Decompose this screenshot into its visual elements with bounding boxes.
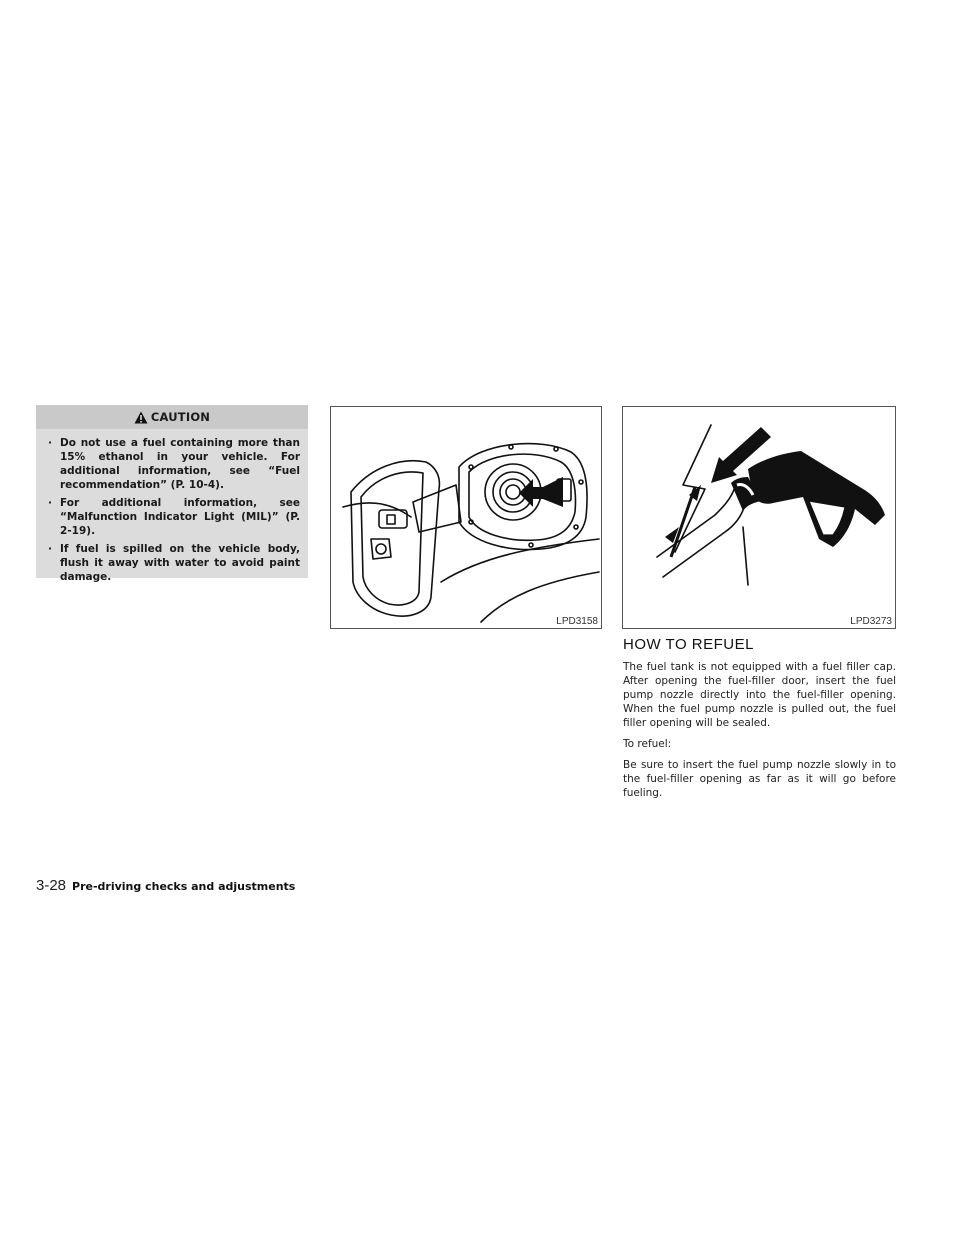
section-title: HOW TO REFUEL — [623, 636, 754, 653]
fuel-filler-door-illustration — [331, 407, 601, 628]
figure-code: LPD3158 — [556, 616, 598, 627]
fuel-filler-door-figure — [330, 406, 602, 629]
chapter-title: Pre-driving checks and adjustments — [72, 880, 296, 893]
pump-nozzle-illustration — [623, 407, 895, 628]
caution-list — [36, 429, 308, 584]
pump-nozzle-figure — [622, 406, 896, 629]
figure-code: LPD3273 — [850, 616, 892, 627]
caution-box — [36, 405, 308, 583]
caution-item: · Do not use a fuel containing more than 15% ethanol in your vehicle. For additional information, see “Fuel recommendation” (P. 10-4). — [48, 436, 300, 492]
section-body — [623, 660, 896, 807]
caution-item: · For additional information, see “Malfunction Indicator Light (MIL)” (P. 2-19). — [48, 496, 300, 538]
paragraph: Be sure to insert the fuel pump nozzle slowly in to the fuel-filler opening as far as it will go before fueling. — [623, 759, 896, 799]
paragraph: To refuel: — [623, 738, 672, 750]
page-number: 3-28 — [36, 877, 67, 894]
caution-title: CAUTION — [150, 410, 211, 424]
paragraph: The fuel tank is not equipped with a fuel filler cap. After opening the fuel-filler door, insert the fuel pump nozzle directly into the fuel-filler opening. When the fuel pump nozzle is pulled out, the fuel filler opening will be sealed. — [623, 661, 896, 729]
warning-triangle-icon — [134, 411, 148, 424]
page-footer — [36, 877, 295, 894]
caution-item: · If fuel is spilled on the vehicle body, flush it away with water to avoid paint damage. — [48, 542, 300, 584]
caution-header — [36, 405, 308, 429]
